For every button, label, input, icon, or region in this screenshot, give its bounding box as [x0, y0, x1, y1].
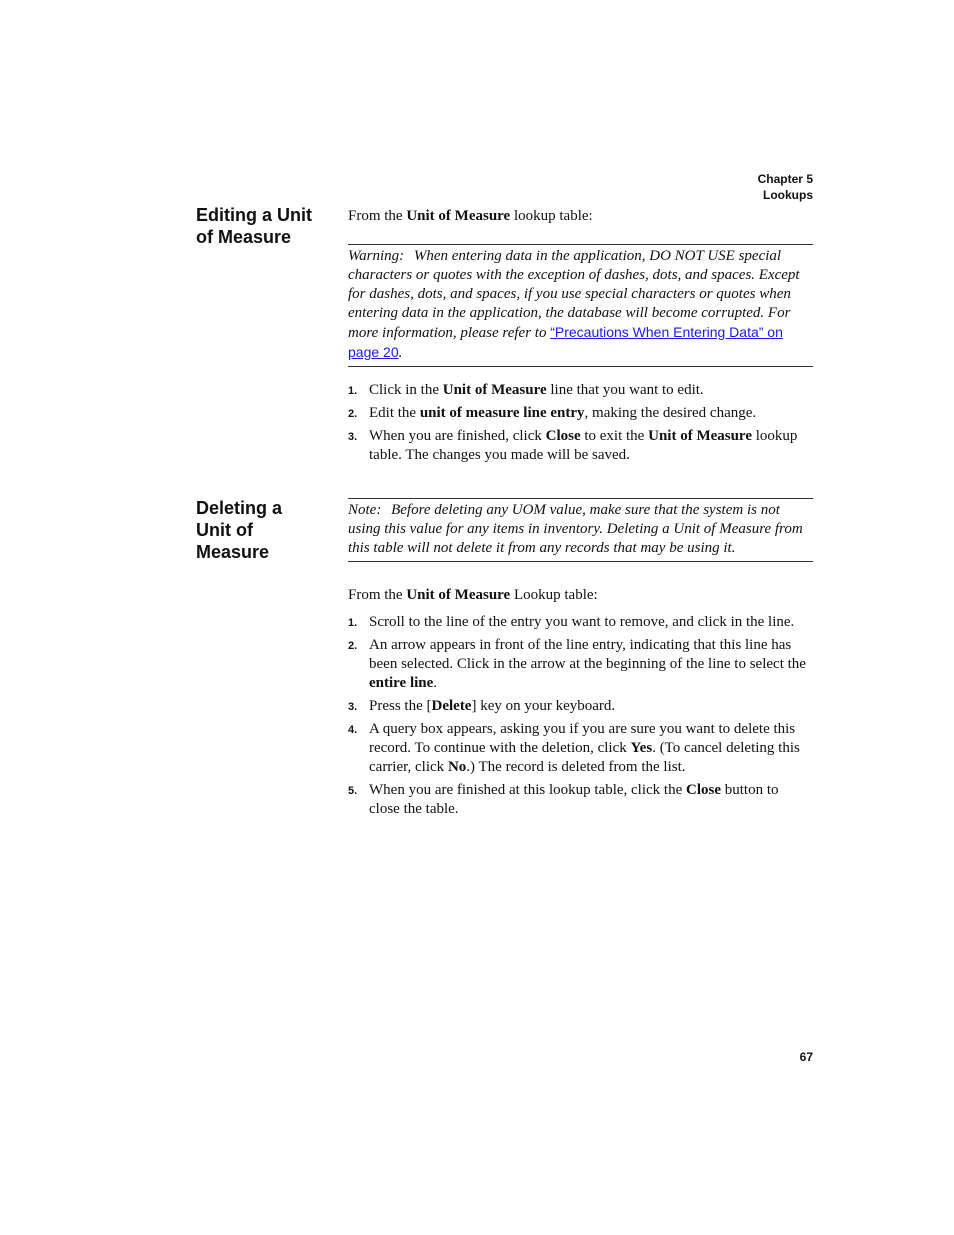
note-text: Before deleting any UOM value, make sure that the system is not using this value for any items in inventory. Deleting a Unit of Measure from this table will not delete it from any records that may be using it. — [348, 502, 803, 556]
chapter-title: Lookups — [763, 188, 813, 202]
warning-text: When entering data in the application, DO NOT USE special characters or quotes with the exception of dashes, dots, and spaces. Except for dashes, dots, and spaces, if you use special characters or quotes when entering data in the application, the database will become corrupted. For more information, please refer to — [348, 248, 800, 341]
list-item: 3. When you are finished, click Close to exit the Unit of Measure lookup table. The changes you made will be saved. — [348, 428, 798, 463]
warning-box: Warning: When entering data in the application, DO NOT USE special characters or quotes with the exception of dashes, dots, and spaces. Except for dashes, dots, and spaces, if you use special characters or quotes when entering data in the application, the database will become corrupted. For more information, please refer to “Precautions When Entering Data” on page 20. — [348, 244, 813, 367]
deleting-section — [348, 498, 813, 823]
note-box — [348, 498, 813, 562]
precautions-link[interactable]: “Precautions When Entering Data” on page 20 — [348, 324, 783, 360]
editing-steps — [348, 381, 813, 465]
warning-label: Warning: — [348, 248, 405, 264]
list-item: 2. An arrow appears in front of the line entry, indicating that this line has been selected. Click in the arrow at the beginning of the line to select the entire line. — [348, 637, 806, 691]
heading-editing: Editing a Unit of Measure — [196, 205, 312, 247]
list-item: 2. Edit the unit of measure line entry, making the desired change. — [348, 405, 757, 421]
heading-deleting: Deleting a Unit of Measure — [196, 498, 283, 562]
list-item: 1. Scroll to the line of the entry you want to remove, and click in the line. — [348, 614, 795, 630]
list-item: 5. When you are finished at this lookup table, click the Close button to close the table. — [348, 782, 779, 817]
list-item: 4. A query box appears, asking you if you are sure you want to delete this record. To continue with the deletion, click Yes. (To cancel deleting this carrier, click No.) The record is deleted from the list. — [348, 721, 800, 775]
running-head — [758, 171, 813, 203]
deleting-steps — [348, 613, 813, 819]
chapter-label: Chapter 5 — [757, 172, 813, 186]
list-item: 1. Click in the Unit of Measure line that you want to edit. — [348, 382, 704, 398]
deleting-intro: From the Unit of Measure Lookup table: — [348, 587, 598, 603]
editing-section — [348, 207, 813, 469]
list-item: 3. Press the [Delete] key on your keyboard. — [348, 698, 616, 714]
note-label: Note: — [348, 502, 382, 518]
page-number: 67 — [799, 1050, 813, 1064]
editing-intro: From the Unit of Measure lookup table: — [348, 208, 593, 224]
